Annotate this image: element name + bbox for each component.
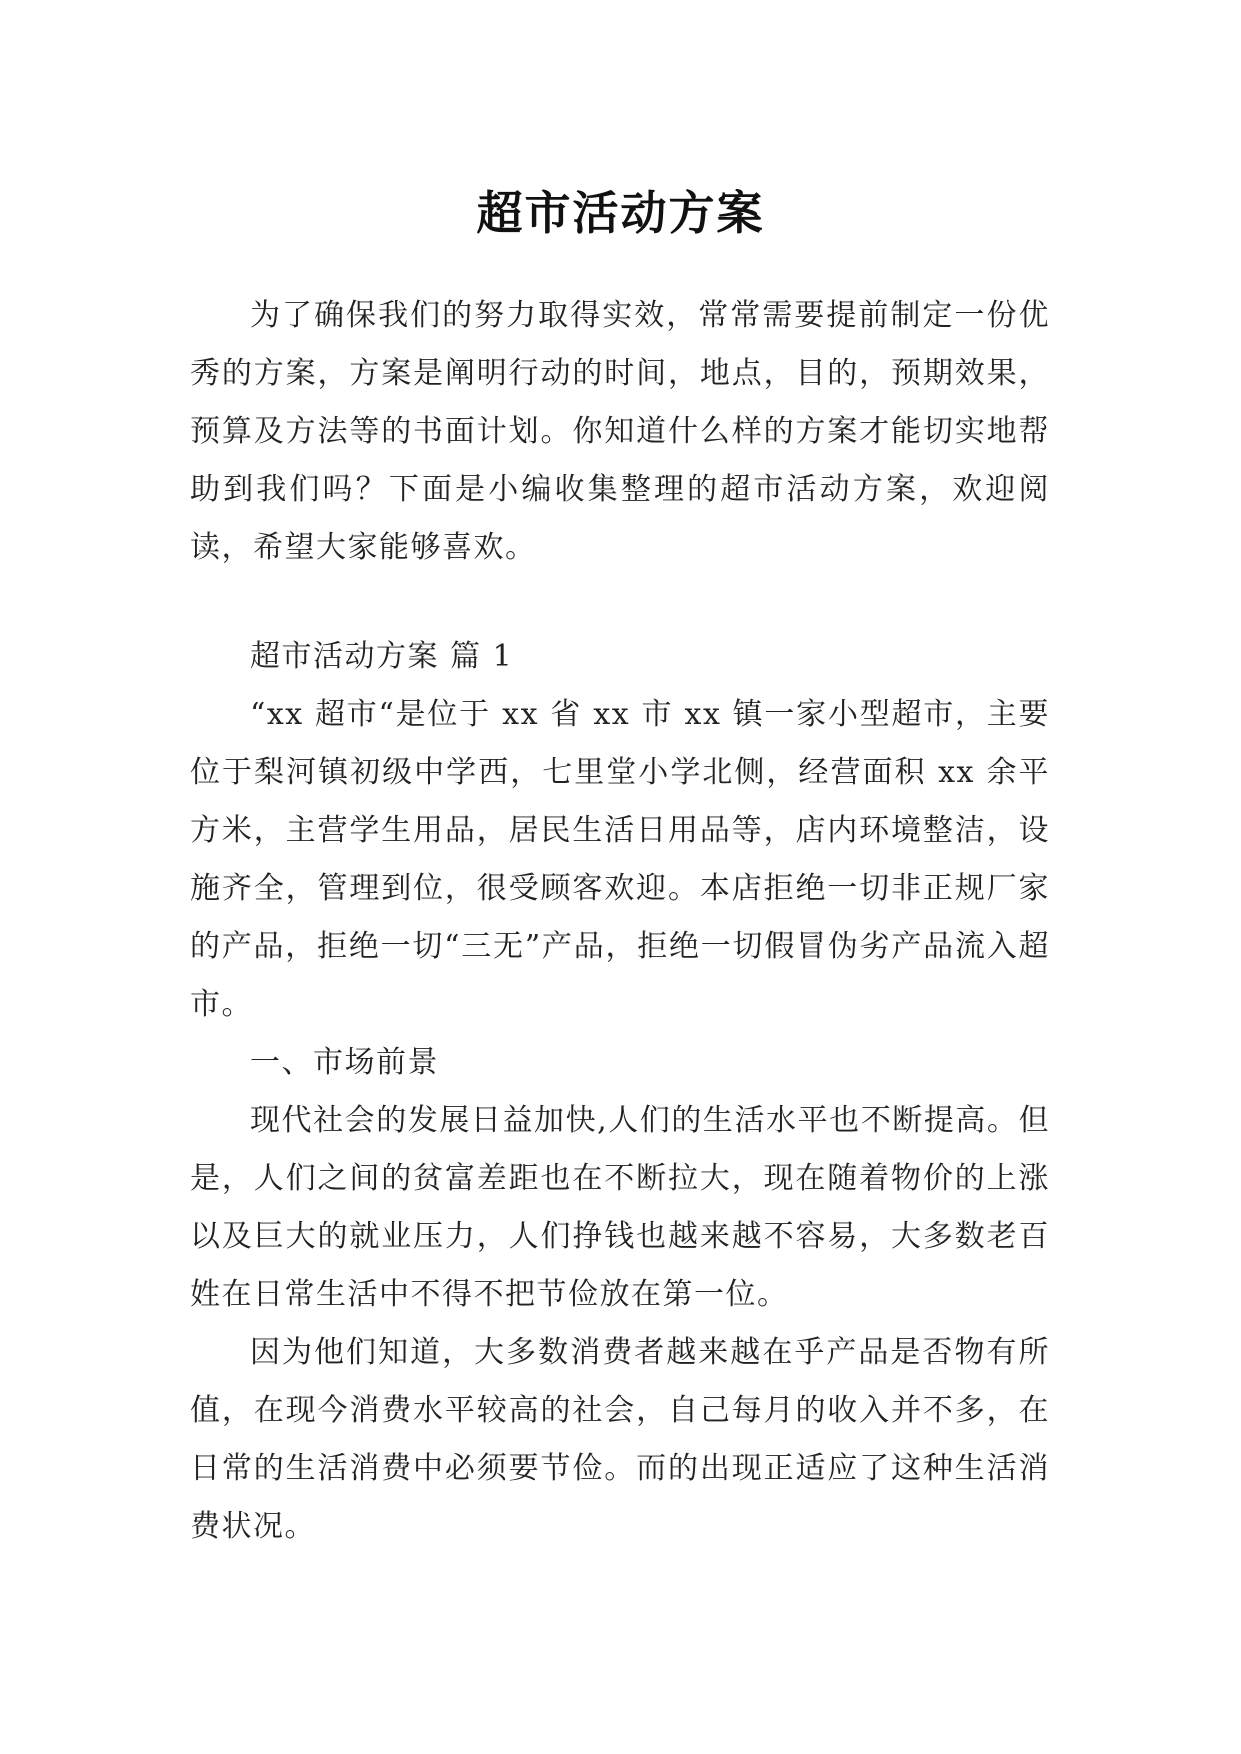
paragraph-consumer-value: 因为他们知道，大多数消费者越来越在乎产品是否物有所值，在现今消费水平较高的社会，自己每月的收入并不多，在日常的生活消费中必须要节俭。而的出现正适应了这种生活消费状况。: [190, 1335, 1050, 1544]
intro-paragraph: 为了确保我们的努力取得实效，常常需要提前制定一份优秀的方案，方案是阐明行动的时间，地点，目的，预期效果，预算及方法等的书面计划。你知道什么样的方案才能切实地帮助到我们吗？下面是小编收集整理的超市活动方案，欢迎阅读，希望大家能够喜欢。: [190, 298, 1050, 565]
paragraph-store-intro: “xx 超市“是位于 xx 省 xx 市 xx 镇一家小型超市，主要位于梨河镇初级中学西，七里堂小学北侧，经营面积 xx 余平方米，主营学生用品，居民生活日用品等，店内环境整洁，设施齐全，管理到位，很受顾客欢迎。本店拒绝一切非正规厂家的产品，拒绝一切“三无”产品，拒绝一切假冒伪劣产品流入超市。: [190, 697, 1050, 1022]
intro-section: [190, 287, 1050, 577]
section-heading-market-outlook: 一、市场前景: [250, 1045, 439, 1080]
paragraph-market-background: 现代社会的发展日益加快,人们的生活水平也不断提高。但是，人们之间的贫富差距也在不断拉大，现在随着物价的上涨以及巨大的就业压力，人们挣钱也越来越不容易，大多数老百姓在日常生活中不得不把节俭放在第一位。: [190, 1103, 1050, 1312]
document-title: 超市活动方案: [476, 185, 765, 240]
chapter-heading: 超市活动方案 篇 1: [250, 639, 514, 674]
chapter-section: [190, 628, 1050, 1556]
